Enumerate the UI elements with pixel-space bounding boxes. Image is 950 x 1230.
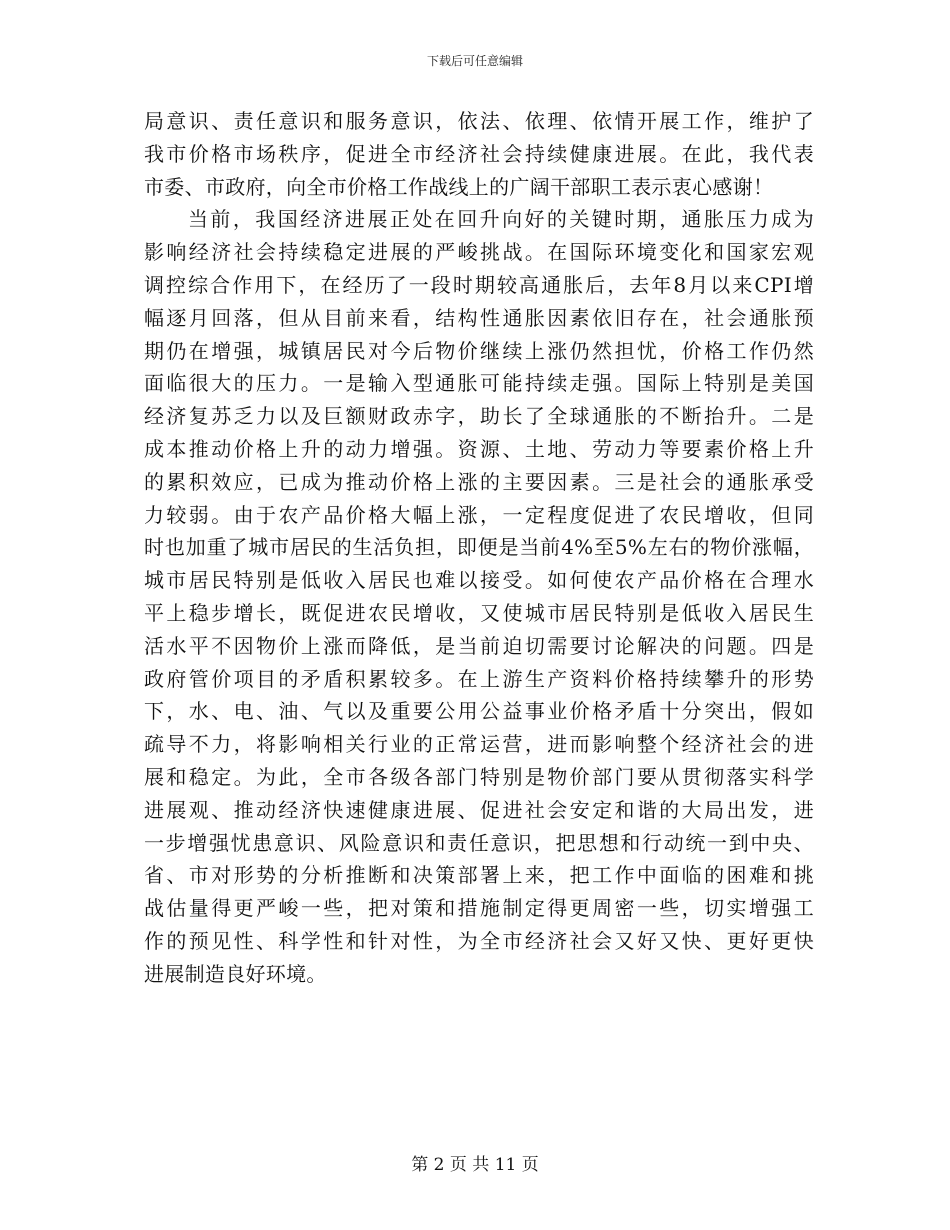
text-line: 我市价格市场秩序，促进全市经济社会持续健康进展。在此，我代表 <box>144 141 814 166</box>
text-line: 市委、市政府，向全市价格工作战线上的广阔干部职工表示衷心感谢！ <box>144 174 774 199</box>
text-line: 力较弱。由于农产品价格大幅上涨，一定程度促进了农民增收，但同 <box>144 502 814 527</box>
text-line: 影响经济社会持续稳定进展的严峻挑战。在国际环境变化和国家宏观 <box>144 240 814 265</box>
text-line: 省、市对形势的分析推断和决策部署上来，把工作中面临的困难和挑 <box>144 863 814 888</box>
text-line: 活水平不因物价上涨而降低，是当前迫切需要讨论解决的问题。四是 <box>144 633 814 658</box>
page-number: 第 2 页 共 11 页 <box>411 1155 539 1175</box>
paragraph-first-line: 当前，我国经济进展正处在回升向好的关键时期，通胀压力成为 <box>188 207 814 232</box>
text-line: 进展观、推动经济快速健康进展、促进社会安定和谐的大局出发，进 <box>144 797 814 822</box>
text-line: 城市居民特别是低收入居民也难以接受。如何使农产品价格在合理水 <box>144 568 814 593</box>
page-header: 下载后可任意编辑 <box>426 54 523 68</box>
text-line: 作的预见性、科学性和针对性，为全市经济社会又好又快、更好更快 <box>144 928 814 953</box>
text-line: 战估量得更严峻一些，把对策和措施制定得更周密一些，切实增强工 <box>144 896 814 921</box>
text-line: 期仍在增强，城镇居民对今后物价继续上涨仍然担忧，价格工作仍然 <box>144 338 814 363</box>
text-line: 进展制造良好环境。 <box>144 961 327 986</box>
text-line: 面临很大的压力。一是输入型通胀可能持续走强。国际上特别是美国 <box>144 371 814 396</box>
text-line: 时也加重了城市居民的生活负担，即便是当前4%至5%左右的物价涨幅， <box>144 535 814 560</box>
text-line: 成本推动价格上升的动力增强。资源、土地、劳动力等要素价格上升 <box>144 436 814 461</box>
text-line: 展和稳定。为此，全市各级各部门特别是物价部门要从贯彻落实科学 <box>144 764 814 789</box>
text-line: 疏导不力，将影响相关行业的正常运营，进而影响整个经济社会的进 <box>144 732 814 757</box>
text-line: 一步增强忧患意识、风险意识和责任意识，把思想和行动统一到中央、 <box>144 830 814 855</box>
text-line: 的累积效应，已成为推动价格上涨的主要因素。三是社会的通胀承受 <box>144 469 814 494</box>
text-line: 政府管价项目的矛盾积累较多。在上游生产资料价格持续攀升的形势 <box>144 666 814 691</box>
document-body <box>144 105 814 991</box>
text-line: 调控综合作用下，在经历了一段时期较高通胀后，去年8月以来CPI增 <box>144 272 814 297</box>
text-line: 局意识、责任意识和服务意识，依法、依理、依情开展工作，维护了 <box>144 109 814 133</box>
text-line: 幅逐月回落，但从目前来看，结构性通胀因素依旧存在，社会通胀预 <box>144 305 814 330</box>
text-line: 平上稳步增长，既促进农民增收，又使城市居民特别是低收入居民生 <box>144 600 814 625</box>
text-line: 下，水、电、油、气以及重要公用公益事业价格矛盾十分突出，假如 <box>144 699 814 724</box>
text-line: 经济复苏乏力以及巨额财政赤字，助长了全球通胀的不断抬升。二是 <box>144 404 814 429</box>
